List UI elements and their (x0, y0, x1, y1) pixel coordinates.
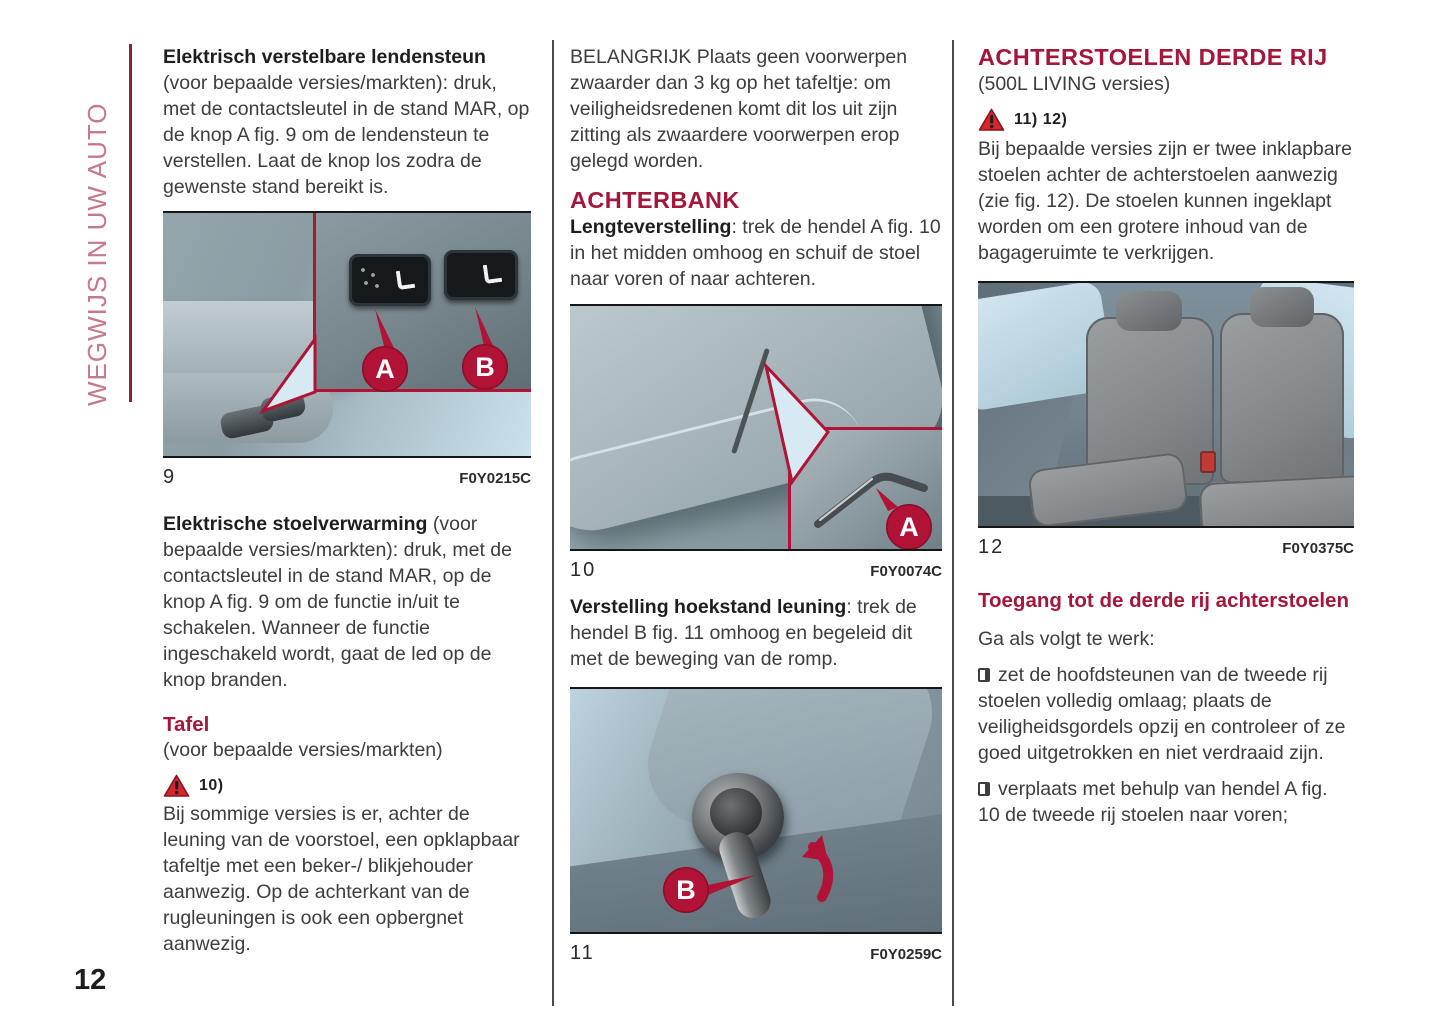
callout-b-letter: B (676, 875, 696, 905)
third-row-cushion (1199, 475, 1354, 528)
callout-b (462, 344, 508, 390)
heading-toegang-derde-rij: Toegang tot de derde rij achterstoelen (978, 589, 1349, 612)
figure-12-image (978, 281, 1354, 528)
body-tafel: Bij sommige versies is er, achter de leuning van de voorstoel, een opklapbaar tafeltje met een beker-/ blikjehouder aanwezig. Op de achterkant van de rugleuningen is ook een opbergnet aanwezig. (163, 803, 520, 955)
figure-9-block (163, 211, 531, 492)
bullet-item (978, 776, 1354, 828)
figure-code: F0Y0259C (870, 946, 942, 963)
fig10-pointer-lines (570, 306, 942, 551)
figure-9-image (163, 211, 531, 458)
callout-a (362, 346, 408, 392)
callout-b (663, 867, 709, 913)
third-row-seatback (1220, 313, 1344, 483)
callout-b-letter: B (475, 352, 495, 382)
heading-achterbank: ACHTERBANK (570, 187, 740, 213)
bullet-text: zet de hoofdsteunen van de tweede rij stoelen volledig omlaag; plaats de veiligheidsgordels opzij en controleer of ze goed uitgetrokken en niet verdraaid zijn. (978, 664, 1346, 764)
figure-10-image (570, 304, 942, 551)
heading-lendensteun: Elektrisch verstelbare lendensteun (163, 46, 486, 68)
paragraph-stoelverwarming (163, 511, 531, 693)
figure-12-caption (978, 534, 1354, 562)
figure-code: F0Y0375C (1282, 540, 1354, 557)
chapter-sidebar-label: WEGWIJS IN UW AUTO (82, 102, 112, 406)
body-lendensteun: (voor bepaalde versies/markten): druk, met de contactsleutel in de stand MAR, op de knop A fig. 9 om de lendensteun te verstellen. Laat de knop los zodra de gewenste stand bereikt is. (163, 72, 530, 198)
paragraph-belangrijk: BELANGRIJK Plaats geen voorwerpen zwaarder dan 3 kg op het tafeltje: om veiligheidsredenen komt dit los uit zijn zitting als zwaardere voorwerpen erop gelegd worden. (570, 46, 908, 172)
heading-hoekstand: Verstelling hoekstand leuning (570, 596, 847, 618)
warning-row (163, 773, 531, 799)
paragraph-derde-rij-intro: Bij bepaalde versies zijn er twee inklapbare stoelen achter de achterstoelen aanwezig (zie fig. 12). De stoelen kunnen ingeklapt worden om een grotere inhoud van de bagageruimte te verkrijgen. (978, 138, 1352, 264)
column-divider (952, 40, 954, 1006)
headrest (1116, 291, 1182, 331)
fig9-pointer-lines (163, 213, 530, 458)
body-stoelverwarming: (voor bepaalde versies/markten): druk, met de contactsleutel in de stand MAR, op de knop A fig. 9 om de functie in/uit te schakelen. Wanneer de functie ingeschakeld wordt, gaat de led op de knop branden. (163, 513, 513, 691)
column-2 (570, 44, 942, 968)
warning-row (978, 107, 1354, 133)
callout-a (886, 504, 932, 550)
bullet-item (978, 662, 1354, 766)
column-3 (978, 44, 1354, 828)
seatbelt-buckle (1200, 451, 1216, 473)
heading-lengteverstelling: Lengteverstelling (570, 216, 732, 238)
figure-number: 11 (570, 942, 595, 964)
figure-11-block (570, 687, 942, 968)
paragraph-lendensteun (163, 44, 531, 200)
warning-note-refs: 11) 12) (1014, 111, 1068, 128)
figure-12-block (978, 281, 1354, 562)
body-lengteverstelling: : trek de hendel A fig. 10 in het midden omhoog en schuif de stoel naar voren of naar achteren. (570, 216, 941, 290)
column-divider (552, 40, 554, 1006)
paragraph-lengteverstelling (570, 214, 942, 292)
figure-10-block (570, 304, 942, 585)
figure-number: 12 (978, 536, 1005, 558)
figure-11-image (570, 687, 942, 934)
heading-stoelverwarming: Elektrische stoelverwarming (163, 513, 428, 535)
open-square-bullet (978, 668, 990, 682)
warning-note-refs: 10) (199, 777, 224, 794)
heading-tafel: Tafel (163, 713, 210, 736)
column-1 (163, 44, 531, 957)
figure-9-caption (163, 464, 531, 492)
bullet-text: verplaats met behulp van hendel A fig. 10 de tweede rij stoelen naar voren; (978, 778, 1328, 826)
page-number: 12 (74, 964, 107, 996)
headrest (1250, 287, 1314, 327)
figure-code: F0Y0074C (870, 563, 942, 580)
figure-11-caption (570, 940, 942, 968)
fig11-arrow-lines (570, 689, 942, 934)
warning-triangle-icon (978, 108, 1005, 132)
open-square-bullet (978, 782, 990, 796)
figure-number: 10 (570, 559, 597, 581)
callout-a-letter: A (375, 354, 395, 384)
heading-achterstoelen-derde-rij: ACHTERSTOELEN DERDE RIJ (978, 44, 1328, 70)
subtitle-tafel: (voor bepaalde versies/markten) (163, 739, 443, 761)
subtitle-living: (500L LIVING versies) (978, 73, 1171, 95)
lead-ga-als-volgt: Ga als volgt te werk: (978, 628, 1155, 650)
callout-a-letter: A (899, 512, 919, 542)
paragraph-hoekstand (570, 594, 942, 672)
warning-triangle-icon (163, 774, 190, 798)
body-hoekstand: : trek de hendel B fig. 11 omhoog en begeleid dit met de beweging van de romp. (570, 596, 917, 670)
figure-number: 9 (163, 466, 177, 488)
figure-code: F0Y0215C (459, 470, 531, 487)
figure-10-caption (570, 557, 942, 585)
sidebar-rule (129, 44, 132, 402)
